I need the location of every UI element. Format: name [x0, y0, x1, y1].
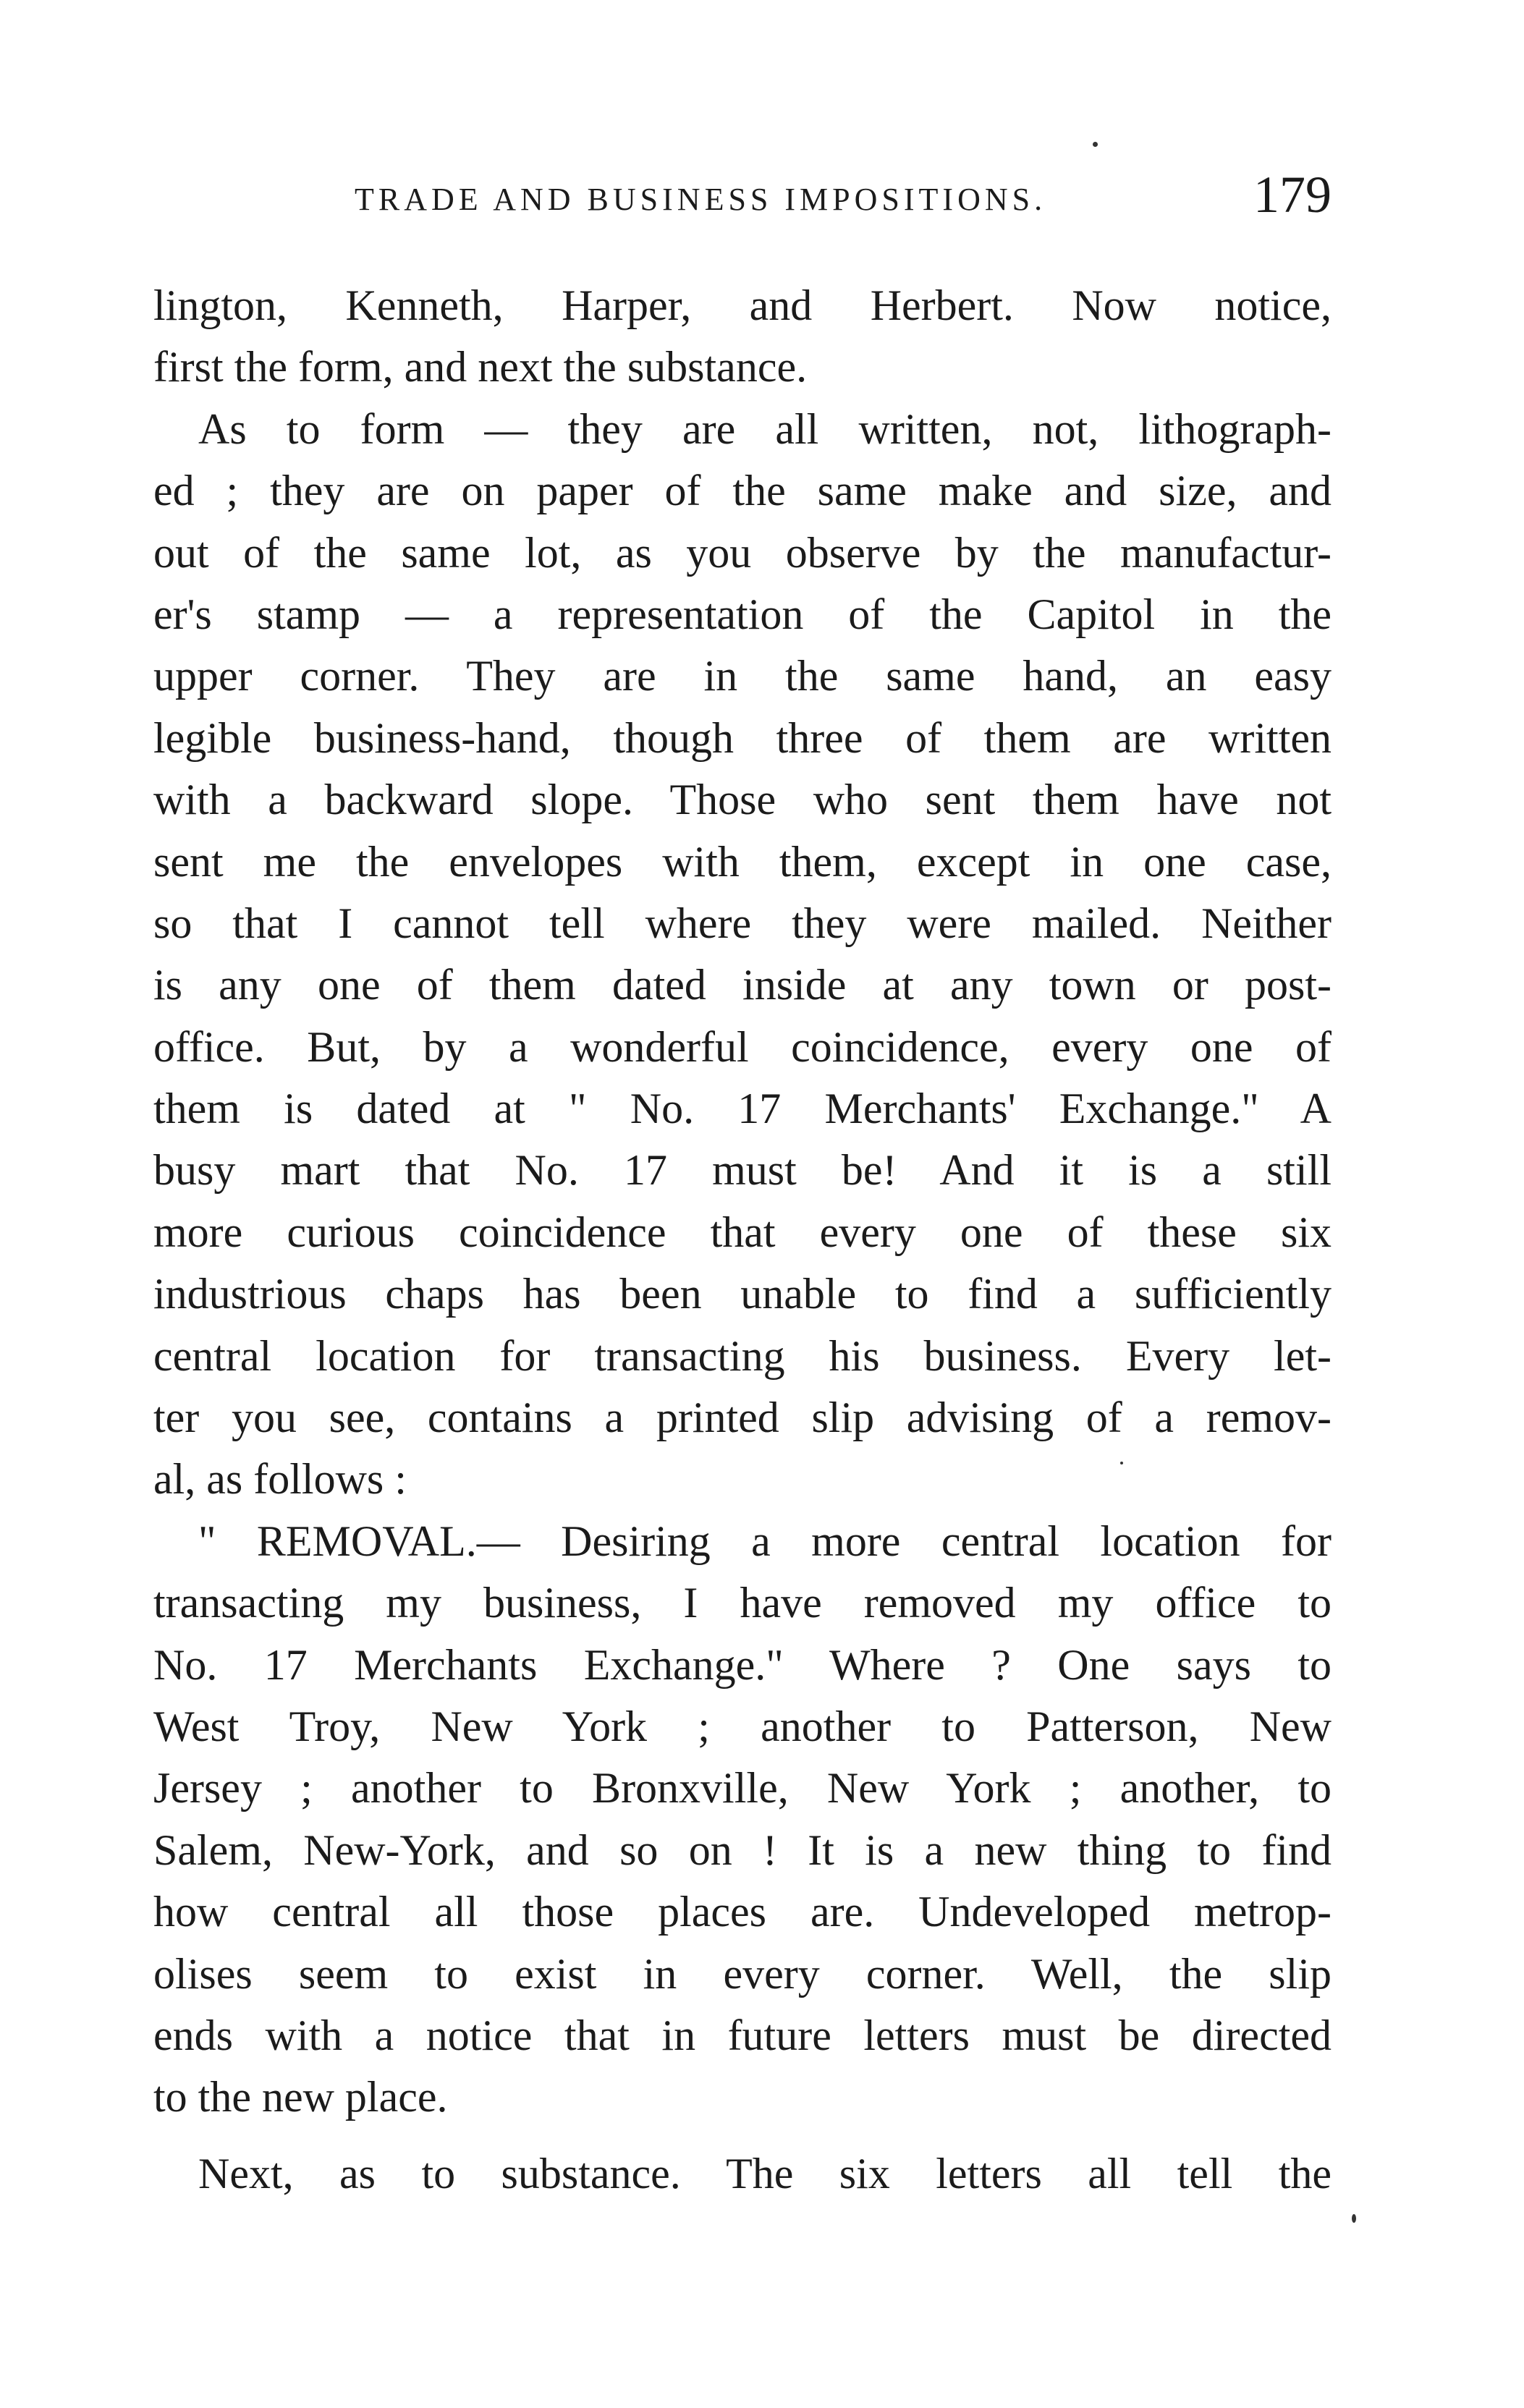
text-line: er's stamp — a representation of the Capitol in the [153, 590, 1332, 638]
text-line: sent me the envelopes with them, except in one case, [153, 837, 1332, 886]
body-text [153, 275, 1332, 2205]
text-line: to the new place. [153, 2073, 448, 2121]
text-line: first the form, and next the substance. [153, 343, 808, 391]
text-line: Salem, New-York, and so on ! It is a new thing to find [153, 1826, 1332, 1874]
text-line: industrious chaps has been unable to find a sufficiently [153, 1270, 1332, 1318]
print-speck [1120, 1462, 1123, 1464]
text-line: is any one of them dated inside at any town or post- [153, 961, 1332, 1009]
text-line: with a backward slope. Those who sent them have not [153, 776, 1332, 824]
text-line: ed ; they are on paper of the same make and size, and [153, 467, 1332, 515]
text-line: so that I cannot tell where they were mailed. Neither [153, 899, 1332, 947]
text-line: transacting my business, I have removed my office to [153, 1579, 1332, 1627]
text-line: Next, as to substance. The six letters all tell the [198, 2149, 1332, 2197]
text-line: legible business-hand, though three of them are written [153, 713, 1332, 762]
text-line: ends with a notice that in future letters must be directed [153, 2011, 1332, 2059]
text-line: them is dated at " No. 17 Merchants' Exchange." A [153, 1085, 1332, 1133]
print-speck [1093, 142, 1098, 147]
text-line: upper corner. They are in the same hand, an easy [153, 652, 1332, 700]
text-line: ter you see, contains a printed slip advising of a remov- [153, 1394, 1332, 1442]
running-head [153, 165, 1332, 230]
text-line: As to form — they are all written, not, lithograph- [198, 404, 1332, 453]
text-line: more curious coincidence that every one of these six [153, 1208, 1332, 1256]
text-line: olises seem to exist in every corner. Well, the slip [153, 1949, 1332, 1998]
text-line: out of the same lot, as you observe by the manufactur- [153, 528, 1332, 577]
text-line: No. 17 Merchants Exchange." Where ? One says to [153, 1640, 1332, 1689]
page-number: 179 [1253, 166, 1332, 224]
text-line: West Troy, New York ; another to Patterson, New [153, 1702, 1332, 1750]
text-line: central location for transacting his business. Every let- [153, 1331, 1332, 1380]
running-title: TRADE AND BUSINESS IMPOSITIONS. [355, 182, 1047, 217]
text-line: office. But, by a wonderful coincidence, every one of [153, 1022, 1332, 1071]
text-line: " REMOVAL.— Desiring a more central location for [198, 1517, 1332, 1565]
text-line: how central all those places are. Undeveloped metrop- [153, 1888, 1332, 1936]
text-line: al, as follows : [153, 1455, 407, 1504]
print-speck [1352, 2214, 1356, 2223]
text-line: busy mart that No. 17 must be! And it is a still [153, 1146, 1332, 1195]
text-line: lington, Kenneth, Harper, and Herbert. Now notice, [153, 281, 1332, 329]
text-line: Jersey ; another to Bronxville, New York ; another, to [153, 1764, 1332, 1813]
